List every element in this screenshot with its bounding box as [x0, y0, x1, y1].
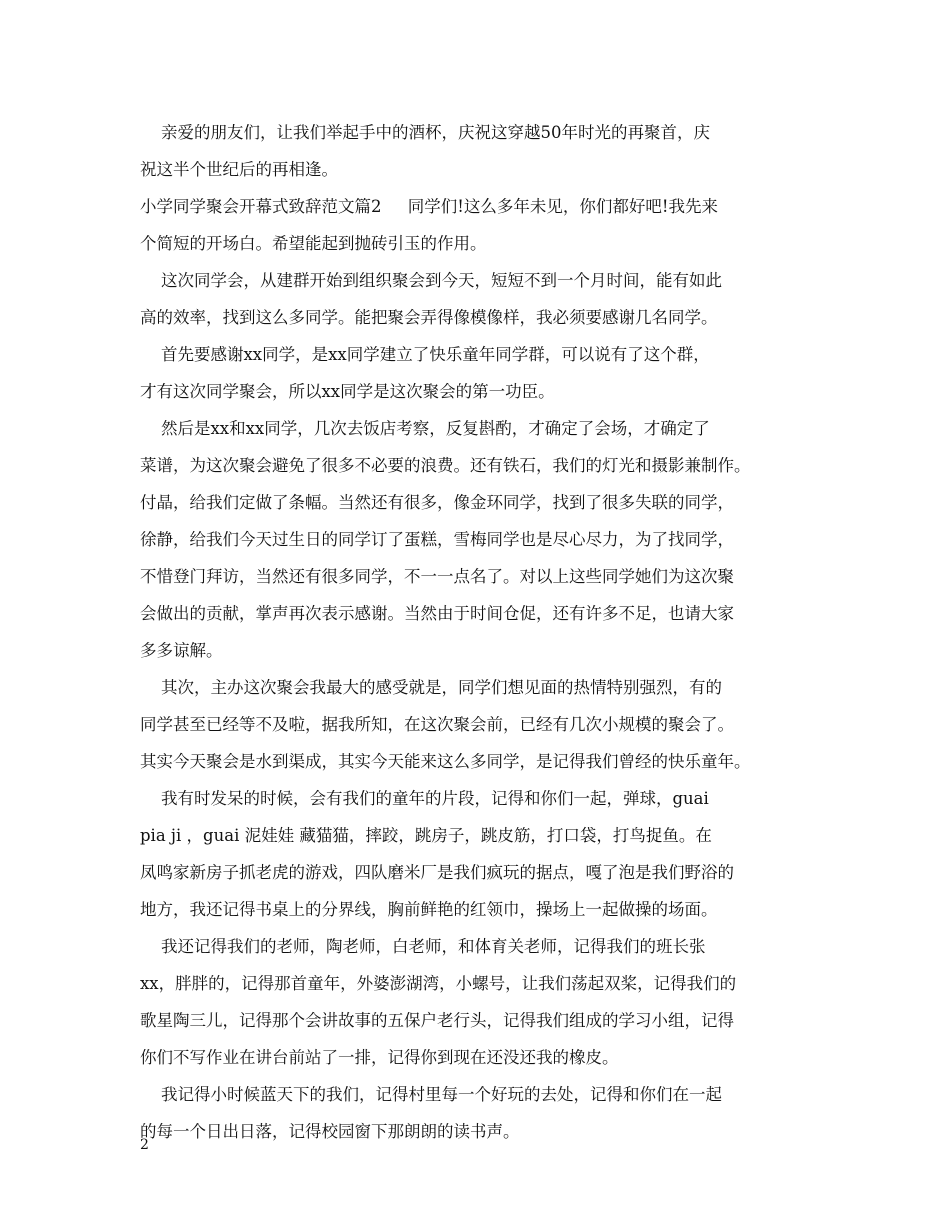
document-body: [140, 114, 806, 1150]
text-line: 小学同学聚会开幕式致辞范文篇2 同学们!这么多年未见，你们都好吧!我先来: [140, 197, 718, 216]
text-line: 首先要感谢xx同学，是xx同学建立了快乐童年同学群，可以说有了这个群，: [140, 345, 710, 364]
page-number: 2: [140, 1137, 149, 1153]
text-line: 你们不写作业在讲台前站了一排，记得你到现在还没还我的橡皮。: [140, 1048, 619, 1067]
text-line: 我记得小时候蓝天下的我们，记得村里每一个好玩的去处，记得和你们在一起: [140, 1085, 722, 1104]
text-line: 才有这次同学聚会，所以xx同学是这次聚会的第一功臣。: [140, 382, 555, 401]
text-line: 然后是xx和xx同学，几次去饭店考察，反复斟酌，才确定了会场，才确定了: [140, 419, 710, 438]
text-line: 地方，我还记得书桌上的分界线，胸前鲜艳的红领巾，操场上一起做操的场面。: [140, 900, 718, 919]
text-line: 个简短的开场白。希望能起到抛砖引玉的作用。: [140, 234, 487, 253]
text-line: 的每一个日出日落，记得校园窗下那朗朗的读书声。: [140, 1122, 520, 1141]
text-line: xx，胖胖的，记得那首童年，外婆澎湖湾，小螺号，让我们荡起双桨，记得我们的: [140, 974, 737, 993]
text-line: 其实今天聚会是水到渠成，其实今天能来这么多同学，是记得我们曾经的快乐童年。: [140, 752, 751, 771]
text-line: 我还记得我们的老师，陶老师，白老师，和体育关老师，记得我们的班长张: [140, 937, 706, 956]
text-line: 多多谅解。: [140, 641, 223, 660]
text-line: pia ji ，guai 泥娃娃 藏猫猫，摔跤，跳房子，跳皮筋，打口袋，打鸟捉鱼。在: [140, 826, 712, 845]
text-line: 菜谱，为这次聚会避免了很多不必要的浪费。还有铁石，我们的灯光和摄影兼制作。: [140, 456, 751, 475]
text-line: 付晶，给我们定做了条幅。当然还有很多，像金环同学，找到了很多失联的同学，: [140, 493, 734, 512]
text-line: 不惜登门拜访，当然还有很多同学，不一一点名了。对以上这些同学她们为这次聚: [140, 567, 734, 586]
text-line: 亲爱的朋友们，让我们举起手中的酒杯，庆祝这穿越50年时光的再聚首，庆: [140, 123, 710, 142]
text-line: 徐静，给我们今天过生日的同学订了蛋糕，雪梅同学也是尽心尽力，为了找同学，: [140, 530, 734, 549]
text-line: 祝这半个世纪后的再相逢。: [140, 160, 338, 179]
text-line: 其次，主办这次聚会我最大的感受就是，同学们想见面的热情特别强烈，有的: [140, 678, 722, 697]
text-line: 会做出的贡献，掌声再次表示感谢。当然由于时间仓促，还有许多不足，也请大家: [140, 604, 734, 623]
text-line: 高的效率，找到这么多同学。能把聚会弄得像模像样，我必须要感谢几名同学。: [140, 308, 718, 327]
text-line: 同学甚至已经等不及啦，据我所知，在这次聚会前，已经有几次小规模的聚会了。: [140, 715, 734, 734]
text-line: 凤鸣家新房子抓老虎的游戏，四队磨米厂是我们疯玩的据点，嘎了泡是我们野浴的: [140, 863, 734, 882]
text-line: 歌星陶三儿，记得那个会讲故事的五保户老行头，记得我们组成的学习小组，记得: [140, 1011, 734, 1030]
text-line: 这次同学会，从建群开始到组织聚会到今天，短短不到一个月时间，能有如此: [140, 271, 722, 290]
text-line: 我有时发呆的时候，会有我们的童年的片段，记得和你们一起，弹球，guai: [140, 789, 709, 808]
